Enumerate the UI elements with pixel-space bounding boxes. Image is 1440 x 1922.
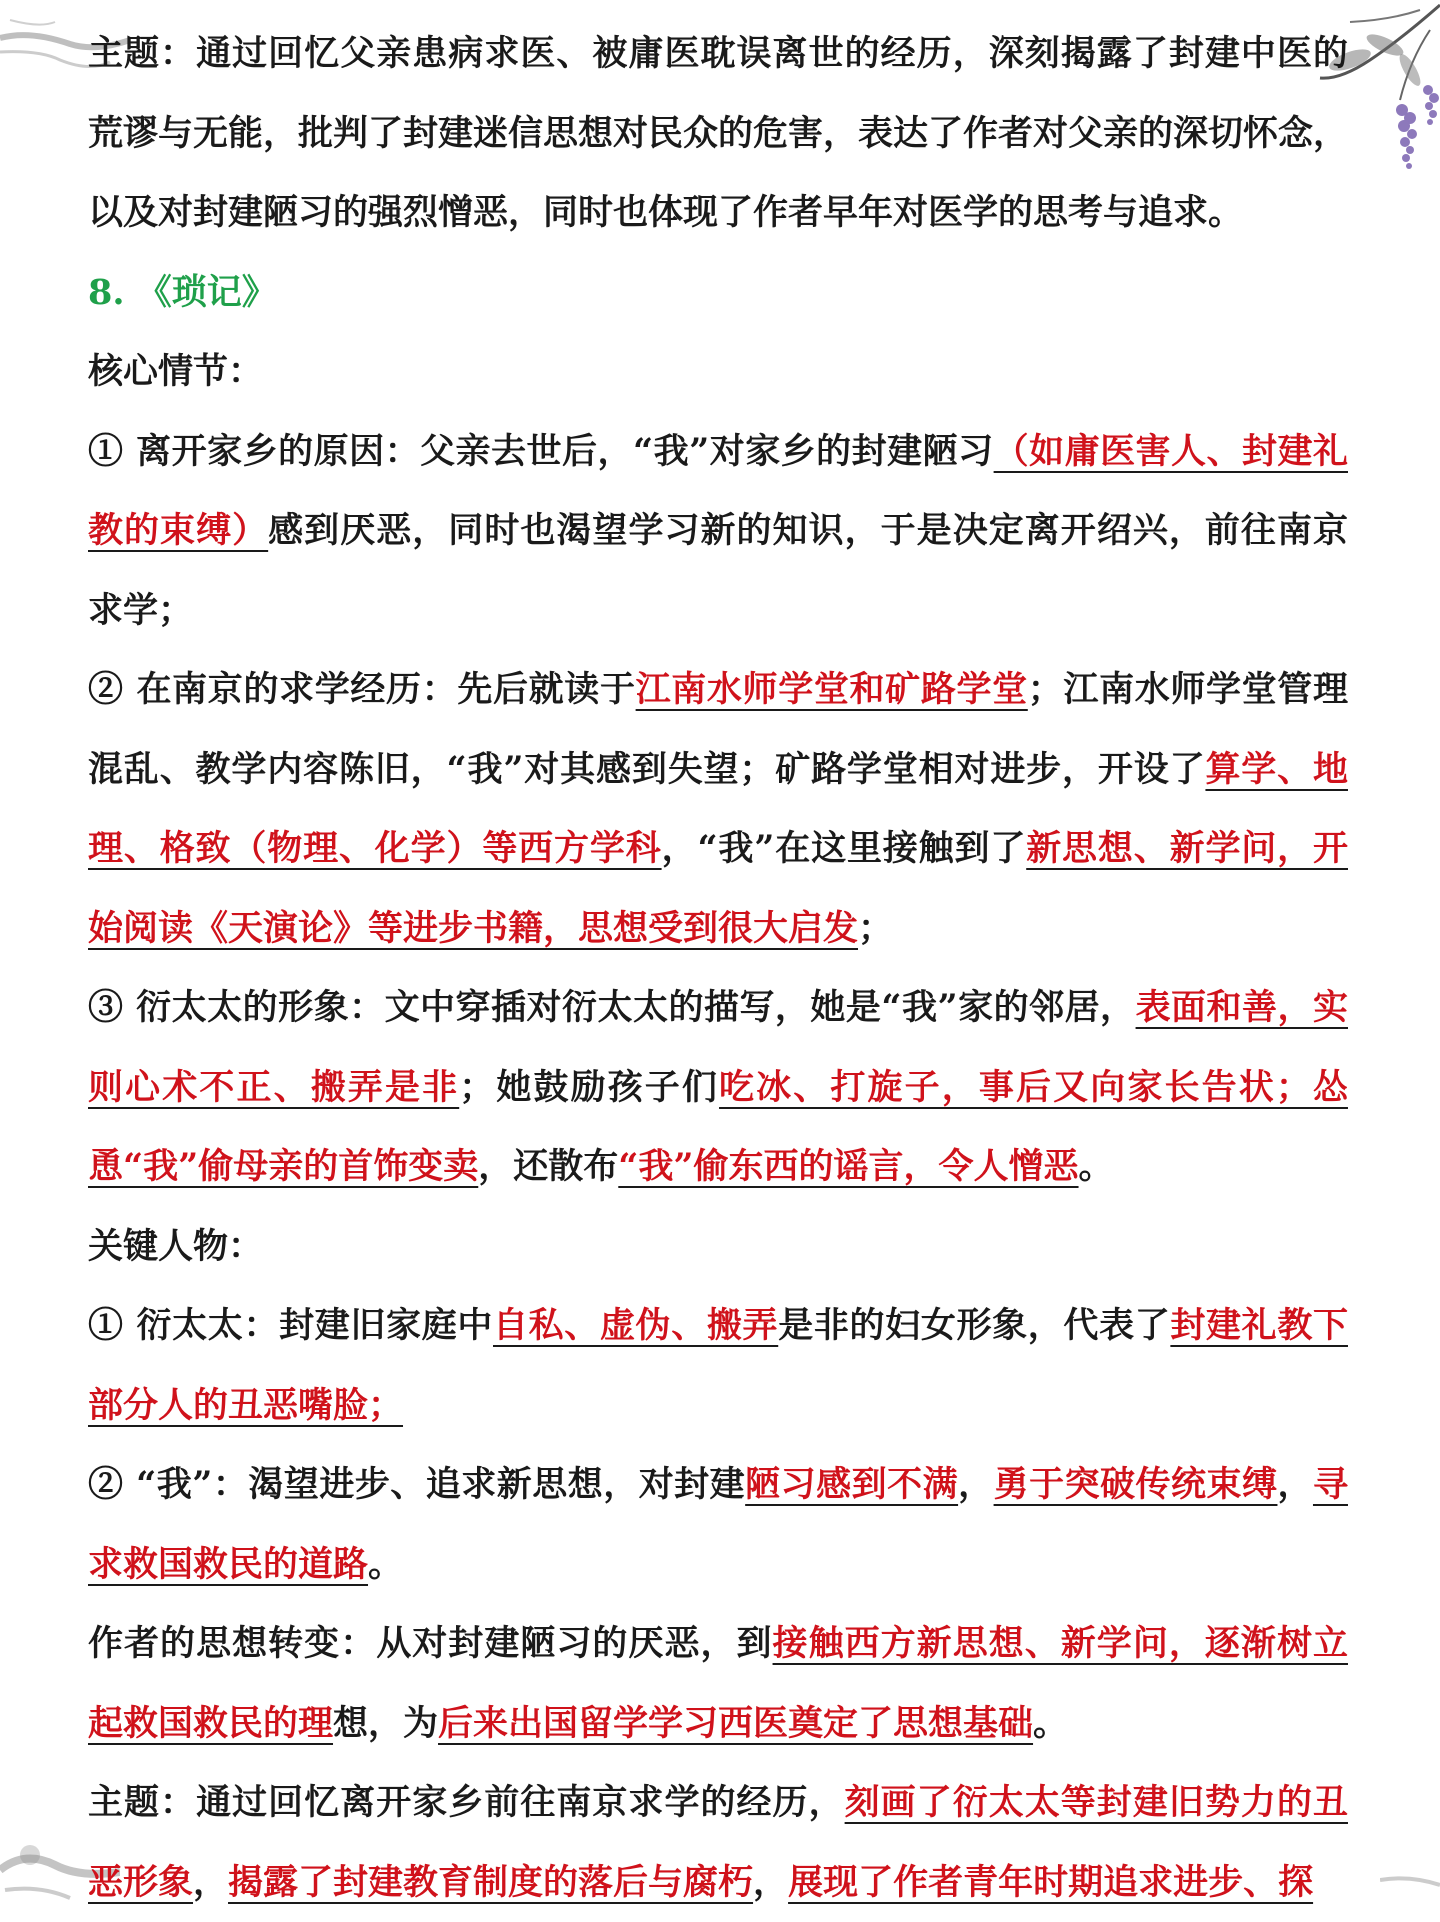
person-item-2 <box>88 1445 1348 1604</box>
highlight-text: 算学、地理、格致（物理、化学）等西方学科 <box>88 748 1348 869</box>
theme-paragraph <box>88 1763 1348 1922</box>
ink-wash-decoration-icon <box>1380 1850 1440 1920</box>
change-text: 。 <box>1033 1702 1069 1744</box>
person-text: ， <box>958 1464 994 1505</box>
highlight-text: 揭露了封建教育制度的落后与腐朽 <box>228 1861 754 1903</box>
plot-text: ； <box>858 907 894 949</box>
highlight-text: 表面和善，实则心术不正、搬弄是非 <box>88 987 1348 1108</box>
highlight-text: 展现了作者青年时期追求进步、探 <box>788 1861 1314 1903</box>
person-text: ① 衍太太：封建旧家庭中 <box>88 1305 493 1346</box>
highlight-text: 陋习感到不满 <box>745 1464 959 1505</box>
change-text: 想，为 <box>333 1702 439 1744</box>
plot-text: ，还散布 <box>478 1146 619 1187</box>
person-text: 。 <box>368 1543 404 1585</box>
change-text: 作者的思想转变：从对封建陋习的厌恶，到 <box>88 1623 773 1664</box>
plot-item-3 <box>88 968 1348 1207</box>
key-people-label: 关键人物： <box>88 1225 264 1267</box>
person-text: 是非的妇女形象，代表了 <box>778 1305 1171 1346</box>
document-body <box>88 14 1348 1922</box>
plot-item-2 <box>88 650 1348 968</box>
theme-text: ， <box>753 1861 789 1903</box>
highlight-text: 封建礼教下部分人的丑恶嘴脸； <box>88 1305 1348 1426</box>
person-text: ， <box>1277 1464 1313 1505</box>
person-text: ② “我”：渴望进步、追求新思想，对封建 <box>88 1464 746 1505</box>
theme-label: 主题： <box>88 33 197 74</box>
plot-text: 感到厌恶，同时也渴望学习新的知识，于是决定离开绍兴，前往南京求学； <box>88 510 1348 631</box>
theme-text: 主题：通过回忆离开家乡前往南京求学的经历， <box>88 1782 845 1823</box>
previous-theme-paragraph <box>88 14 1348 253</box>
highlight-text: 接触西方新思想、新学问，逐渐树立起救国救民的理 <box>88 1623 1348 1744</box>
highlight-text: 刻画了衍太太等封建旧势力的丑恶形象 <box>88 1782 1348 1903</box>
highlight-text: 新思想、新学问，开始阅读《天演论》等进步书籍，思想受到很大启发 <box>88 828 1348 949</box>
highlight-text: 寻求救国救民的道路 <box>88 1464 1348 1585</box>
section-title: 8. 《琐记》 <box>88 271 277 313</box>
theme-text: ， <box>193 1861 229 1903</box>
highlight-text: 吃冰、打旋子，事后又向家长告状；怂恿“我”偷母亲的首饰变卖 <box>88 1066 1348 1187</box>
plot-item-1 <box>88 412 1348 651</box>
highlight-text: 勇于突破传统束缚 <box>993 1464 1278 1505</box>
plot-text: ② 在南京的求学经历：先后就读于 <box>88 669 636 710</box>
plot-text: ③ 衍太太的形象：文中穿插对衍太太的描写，她是“我”家的邻居， <box>88 987 1136 1028</box>
highlight-text: 后来出国留学学习西医奠定了思想基础 <box>438 1702 1034 1744</box>
highlight-text: （如庸医害人、封建礼教的束缚） <box>88 430 1348 551</box>
plot-text: ，“我”在这里接触到了 <box>661 828 1027 869</box>
plot-text: 。 <box>1078 1146 1114 1187</box>
highlight-text: 江南水师学堂和矿路学堂 <box>635 669 1028 710</box>
highlight-text: “我”偷东西的谣言，令人憎恶 <box>618 1146 1079 1187</box>
person-item-1 <box>88 1286 1348 1445</box>
plot-text: ① 离开家乡的原因：父亲去世后，“我”对家乡的封建陋习 <box>88 430 994 472</box>
plot-text: ；她鼓励孩子们 <box>459 1066 720 1108</box>
theme-text: 通过回忆父亲患病求医、被庸医耽误离世的经历，深刻揭露了封建中医的荒谬与无能，批判了封建迷信思想对民众的危害，表达了作者对父亲的深切怀念，以及对封建陋习的强烈憎恶，同时也体现了作者早年对医学的思考与追求。 <box>88 33 1349 233</box>
thought-change-paragraph <box>88 1604 1348 1763</box>
core-plot-label: 核心情节： <box>88 351 264 392</box>
highlight-text: 自私、虚伪、搬弄 <box>493 1305 779 1346</box>
plot-text: ；江南水师学堂管理混乱、教学内容陈旧，“我”对其感到失望；矿路学堂相对进步，开设了 <box>88 669 1348 790</box>
